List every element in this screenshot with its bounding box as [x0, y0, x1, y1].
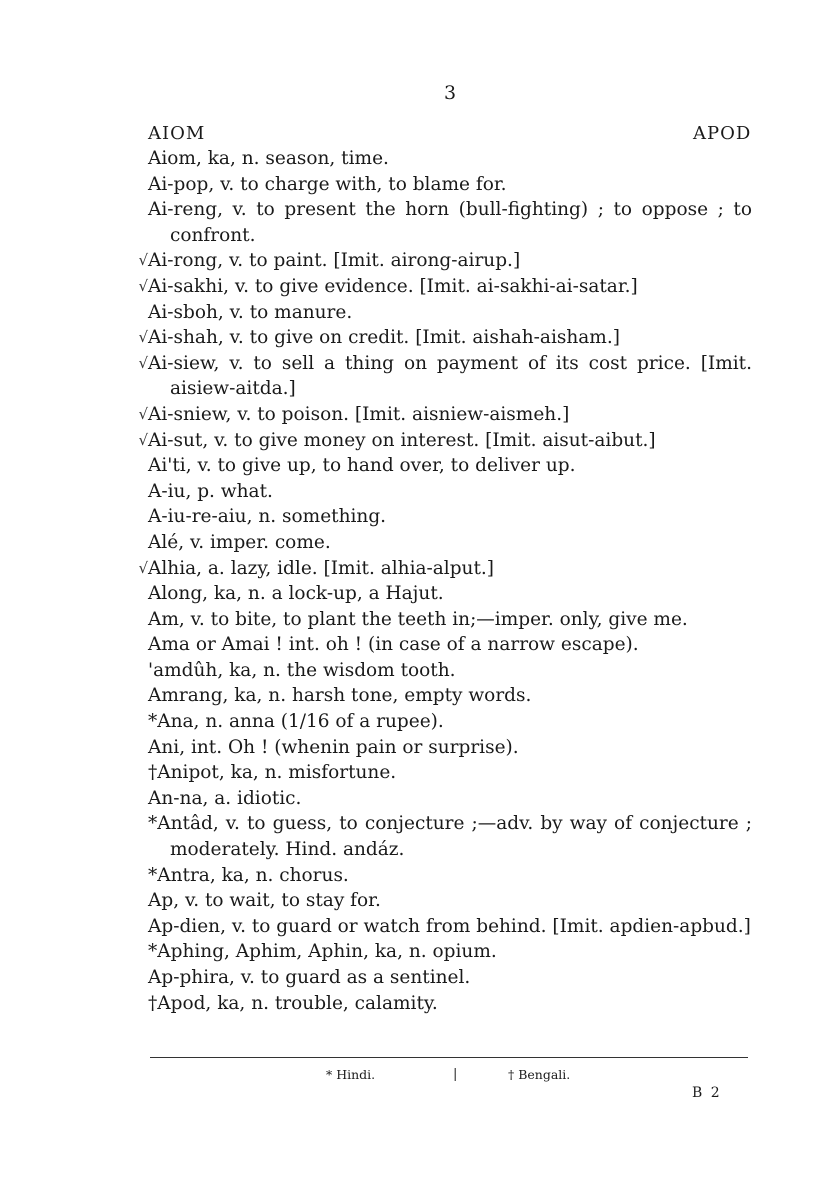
entry-text: Ani, int. Oh ! (whenin pain or surprise). [148, 736, 519, 758]
dictionary-entry [138, 248, 752, 274]
check-mark-icon: √ [138, 404, 148, 423]
dictionary-entry [148, 811, 752, 862]
entry-text: An-na, a. idiotic. [148, 787, 302, 809]
entry-text: Ap, v. to wait, to stay for. [148, 890, 381, 912]
check-mark-icon: √ [138, 251, 148, 270]
entry-text: *Antâd, v. to guess, to conjecture ;—adv. by way of conjecture ; moderately. Hind. andáz. [148, 813, 752, 861]
page-number: 3 [443, 82, 457, 104]
dictionary-entry [148, 863, 752, 889]
entry-text: Ai-reng, v. to present the horn (bull-fighting) ; to oppose ; to confront. [148, 199, 752, 246]
entry-text: Ai-pop, v. to charge with, to blame for. [148, 173, 507, 195]
entry-text: Ai'ti, v. to give up, to hand over, to deliver up. [148, 455, 576, 477]
entry-text: Ai-shah, v. to give on credit. [Imit. aishah-aisham.] [148, 327, 620, 349]
entry-text: *Antra, ka, n. chorus. [148, 864, 349, 886]
dictionary-entry [148, 453, 752, 479]
dictionary-entry [138, 274, 752, 300]
entry-text: Along, ka, n. a lock-up, a Hajut. [148, 583, 444, 605]
check-mark-icon: √ [138, 353, 148, 372]
entry-text: Ai-siew, v. to sell a thing on payment of its cost price. [Imit. aisiew-aitda.] [148, 352, 752, 400]
check-mark-icon: √ [138, 430, 148, 449]
entry-text: Alhia, a. lazy, idle. [Imit. alhia-alput.] [148, 557, 494, 579]
dictionary-entry [138, 351, 752, 402]
entry-text: A-iu-re-aiu, n. something. [148, 506, 387, 528]
entry-text: *Ana, n. anna (1/16 of a rupee). [148, 711, 444, 733]
entry-text: 'amdûh, ka, n. the wisdom tooth. [148, 659, 456, 681]
check-mark-icon: √ [138, 328, 148, 347]
dictionary-entry [138, 556, 752, 582]
dictionary-entry [148, 172, 752, 198]
entry-text: Ai-sut, v. to give money on interest. [Imit. aisut-aibut.] [148, 429, 656, 451]
dictionary-entry [148, 581, 752, 607]
dictionary-entry [148, 632, 752, 658]
dictionary-entry [148, 658, 752, 684]
entry-text: †Apod, ka, n. trouble, calamity. [148, 992, 438, 1014]
check-mark-icon: √ [138, 558, 148, 577]
dictionary-entry [148, 914, 752, 940]
entry-text: *Aphing, Aphim, Aphin, ka, n. opium. [148, 941, 497, 963]
entry-text: Ai-sboh, v. to manure. [148, 301, 353, 323]
dictionary-entry [148, 991, 752, 1017]
dictionary-entry [148, 197, 752, 248]
entry-text: Amrang, ka, n. harsh tone, empty words. [148, 685, 532, 707]
dictionary-entry [148, 300, 752, 326]
running-head-right: APOD [693, 123, 752, 144]
dictionary-entry [148, 888, 752, 914]
entry-text: Alé, v. imper. come. [148, 531, 331, 553]
entry-text: Ama or Amai ! int. oh ! (in case of a narrow escape). [148, 634, 639, 656]
printer-signature: B 2 [692, 1085, 722, 1101]
dictionary-entry [148, 760, 752, 786]
dictionary-entry [148, 146, 752, 172]
check-mark-icon: √ [138, 276, 148, 295]
footnote-hindi: * Hindi. [326, 1067, 376, 1082]
dictionary-entry [138, 402, 752, 428]
dictionary-entry [148, 786, 752, 812]
entry-text: Ap-phira, v. to guard as a sentinel. [148, 967, 471, 988]
dictionary-entry [138, 428, 752, 454]
dictionary-entry [148, 709, 752, 735]
dictionary-entry [148, 479, 752, 505]
dictionary-entry [148, 735, 752, 761]
entry-text: †Anipot, ka, n. misfortune. [148, 762, 397, 784]
footnote-bengali: † Bengali. [508, 1067, 571, 1082]
footnote-separator: | [453, 1067, 458, 1082]
entry-text: Aiom, ka, n. season, time. [148, 148, 389, 169]
entry-text: Ai-sniew, v. to poison. [Imit. aisniew-aismeh.] [148, 403, 570, 425]
dictionary-entry [148, 683, 752, 709]
dictionary-entry [148, 504, 752, 530]
entry-text: Ap-dien, v. to guard or watch from behind. [Imit. apdien-apbud.] [148, 915, 751, 937]
dictionary-entry [148, 965, 752, 991]
entry-text: A-iu, p. what. [148, 480, 273, 502]
entry-text: Ai-rong, v. to paint. [Imit. airong-airup.] [148, 250, 521, 272]
dictionary-entry [138, 325, 752, 351]
footnote-rule [150, 1057, 748, 1058]
entry-text: Am, v. to bite, to plant the teeth in;—imper. only, give me. [148, 608, 688, 630]
dictionary-entry [148, 530, 752, 556]
running-head-left: AIOM [148, 123, 206, 144]
entry-list [138, 146, 752, 1016]
entry-text: Ai-sakhi, v. to give evidence. [Imit. ai-sakhi-ai-satar.] [148, 275, 638, 297]
dictionary-entry [148, 607, 752, 633]
dictionary-entry [148, 939, 752, 965]
